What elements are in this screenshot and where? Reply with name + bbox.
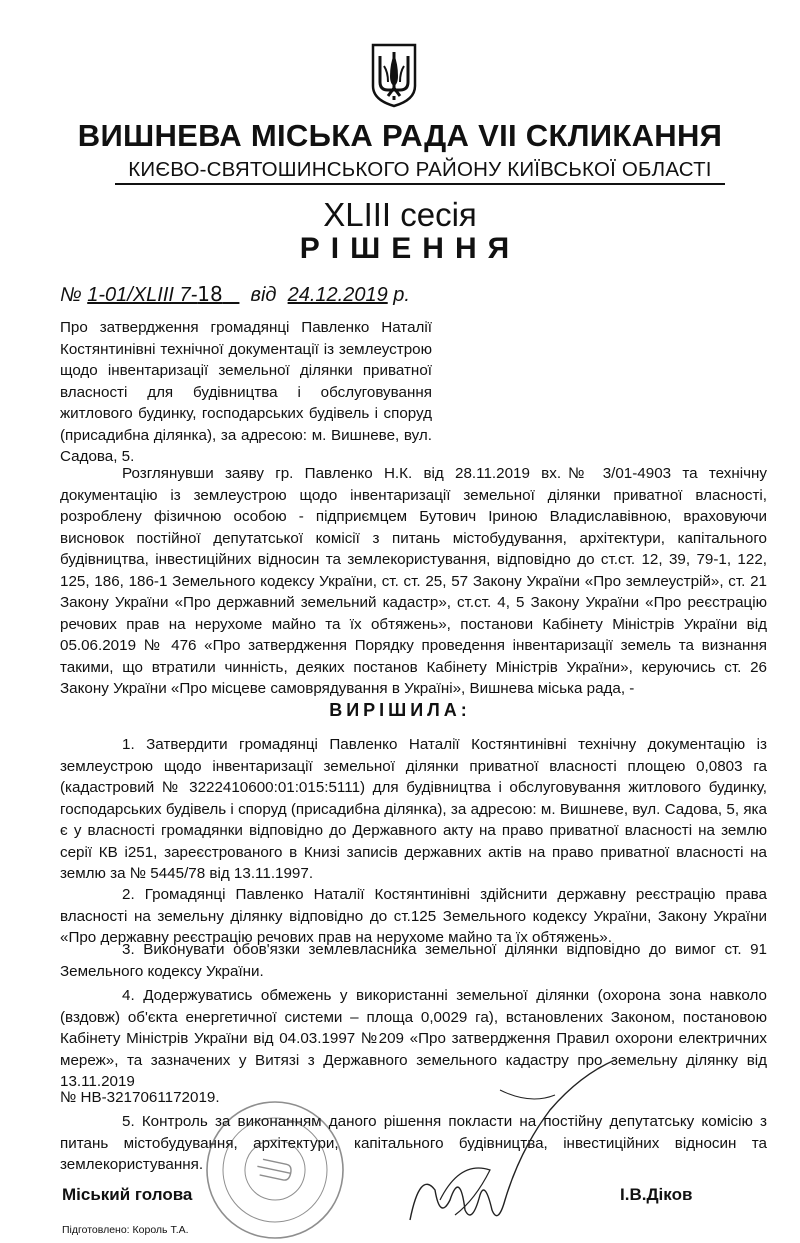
decision-number-line [60,282,410,307]
signatory-title: Міський голова [62,1185,193,1204]
decision-subject: Про затвердження громадянці Павленко Наталії Костянтинівні технічної документації із землеустрою щодо інвентаризації земельної ділянки приватної власності для будівництва і обслуговування житлового будинку, господарських будівель і споруд (присадибна ділянка), за адресою: м. Вишневе, вул. Садова, 5. [60,319,432,465]
decision-number [87,284,239,306]
prepared-by: Підготовлено: Король Т.А. [62,1224,189,1236]
decision-number-handwritten: 18 [197,282,223,306]
resolution-item-5: 5. Контроль за виконанням даного рішення покласти на постійну депутатську комісію з питань містобудування, архітектури, капітального будівництва, інвестиційних відносин та землекористування. [60,1113,767,1173]
resolution-item-3: 3. Виконувати обов'язки землевласника земельної ділянки відповідно до вимог ст. 91 Земельного кодексу України. [60,941,767,980]
resolution-item-2: 2. Громадянці Павленко Наталії Костянтинівні здійснити державну реєстрацію права власності на земельну ділянку відповідно до ст.125 Земельного кодексу України, Закону України «Про державну реєстрацію речових прав на нерухоме майно та їх обтяжень». [60,886,767,946]
resolution-item-1: 1. Затвердити громадянці Павленко Наталії Костянтинівні технічну документацію із землеустрою щодо інвентаризації земельної ділянки приватної власності площею 0,0803 га (кадастровий № 3222410600:01:015:5111) для будівництва і обслуговування житлового будинку, господарських будівель і споруд (присадибна ділянка), за адресою: м. Вишневе, вул. Садова, 5, яка є у власності громадянки відповідно до Державного акту на право приватної власності на землю серії КВ і251, зареєстрованого в Книзі записів державних актів на право приватної власності на землю за № 5445/78 від 13.11.1997. [60,736,767,882]
resolved-heading: ВИРІШИЛА: [329,700,471,720]
resolution-item-4: 4. Додержуватись обмежень у використанні земельної ділянки (охорона зона навколо (вздовж) об'єкта енергетичної системи – площа 0,0029 га), встановлених Законом, постановою Кабінету Міністрів України від 04.03.1997 №209 «Про затвердження Правил охорони електричних мереж», та зазначених у Витязі з Державного земельного кадастру про земельну ділянку від 13.11.2019 [60,987,767,1090]
decision-number-printed: 1-01/XLIII 7- [87,284,198,306]
trident-coat-of-arms-icon [370,42,418,108]
date-label: від [250,284,277,306]
registry-extract-number: № НВ-3217061172019. [60,1089,220,1106]
number-label: № [60,284,82,306]
handwritten-signature-icon [380,1050,640,1240]
official-round-stamp-icon [195,1090,355,1240]
council-title: ВИШНЕВА МІСЬКА РАДА VII СКЛИКАННЯ [77,118,723,153]
preamble-paragraph: Розглянувши заяву гр. Павленко Н.К. від 28.11.2019 вх.№ 3/01-4903 та технічну документацію із землеустрою щодо інвентаризації земельної ділянки приватної власності, розроблену фізичною особою - підприємцем Бутович Іриною Владиславівною, враховуючи висновок постійної депутатської комісії з питань містобудування, архітектури, капітального будівництва, інвестиційних відносин та землекористування, відповідно до ст.ст. 12, 39, 79-1, 122, 125, 186, 186-1 Земельного кодексу України, ст. ст. 25, 57 Закону України «Про землеустрій», ст. 21 Закону України «Про державний земельний кадастр», ст.ст. 4, 5 Закону України «Про реєстрацію речових прав на нерухоме майно та їх обтяжень», постанови Кабінету Міністрів України від 05.06.2019 № 476 «Про затвердження Порядку проведення інвентаризації земель та визнання такими, що втратили чинність, деяких постанов Кабінету Міністрів України», керуючись ст. 26 Закону України «Про місцеве самоврядування в Україні», Вишнева міська рада, - [60,465,767,697]
decision-date: 24.12.2019 [287,284,388,306]
document-type: РІШЕННЯ [299,232,521,265]
district-subtitle: КИЄВО-СВЯТОШИНСЬКОГО РАЙОНУ КИЇВСЬКОЇ ОБЛАСТІ [115,158,725,185]
signatory-name: І.В.Діков [620,1185,693,1204]
year-suffix: р. [393,284,410,306]
session-label: XLIII сесія [323,196,477,233]
